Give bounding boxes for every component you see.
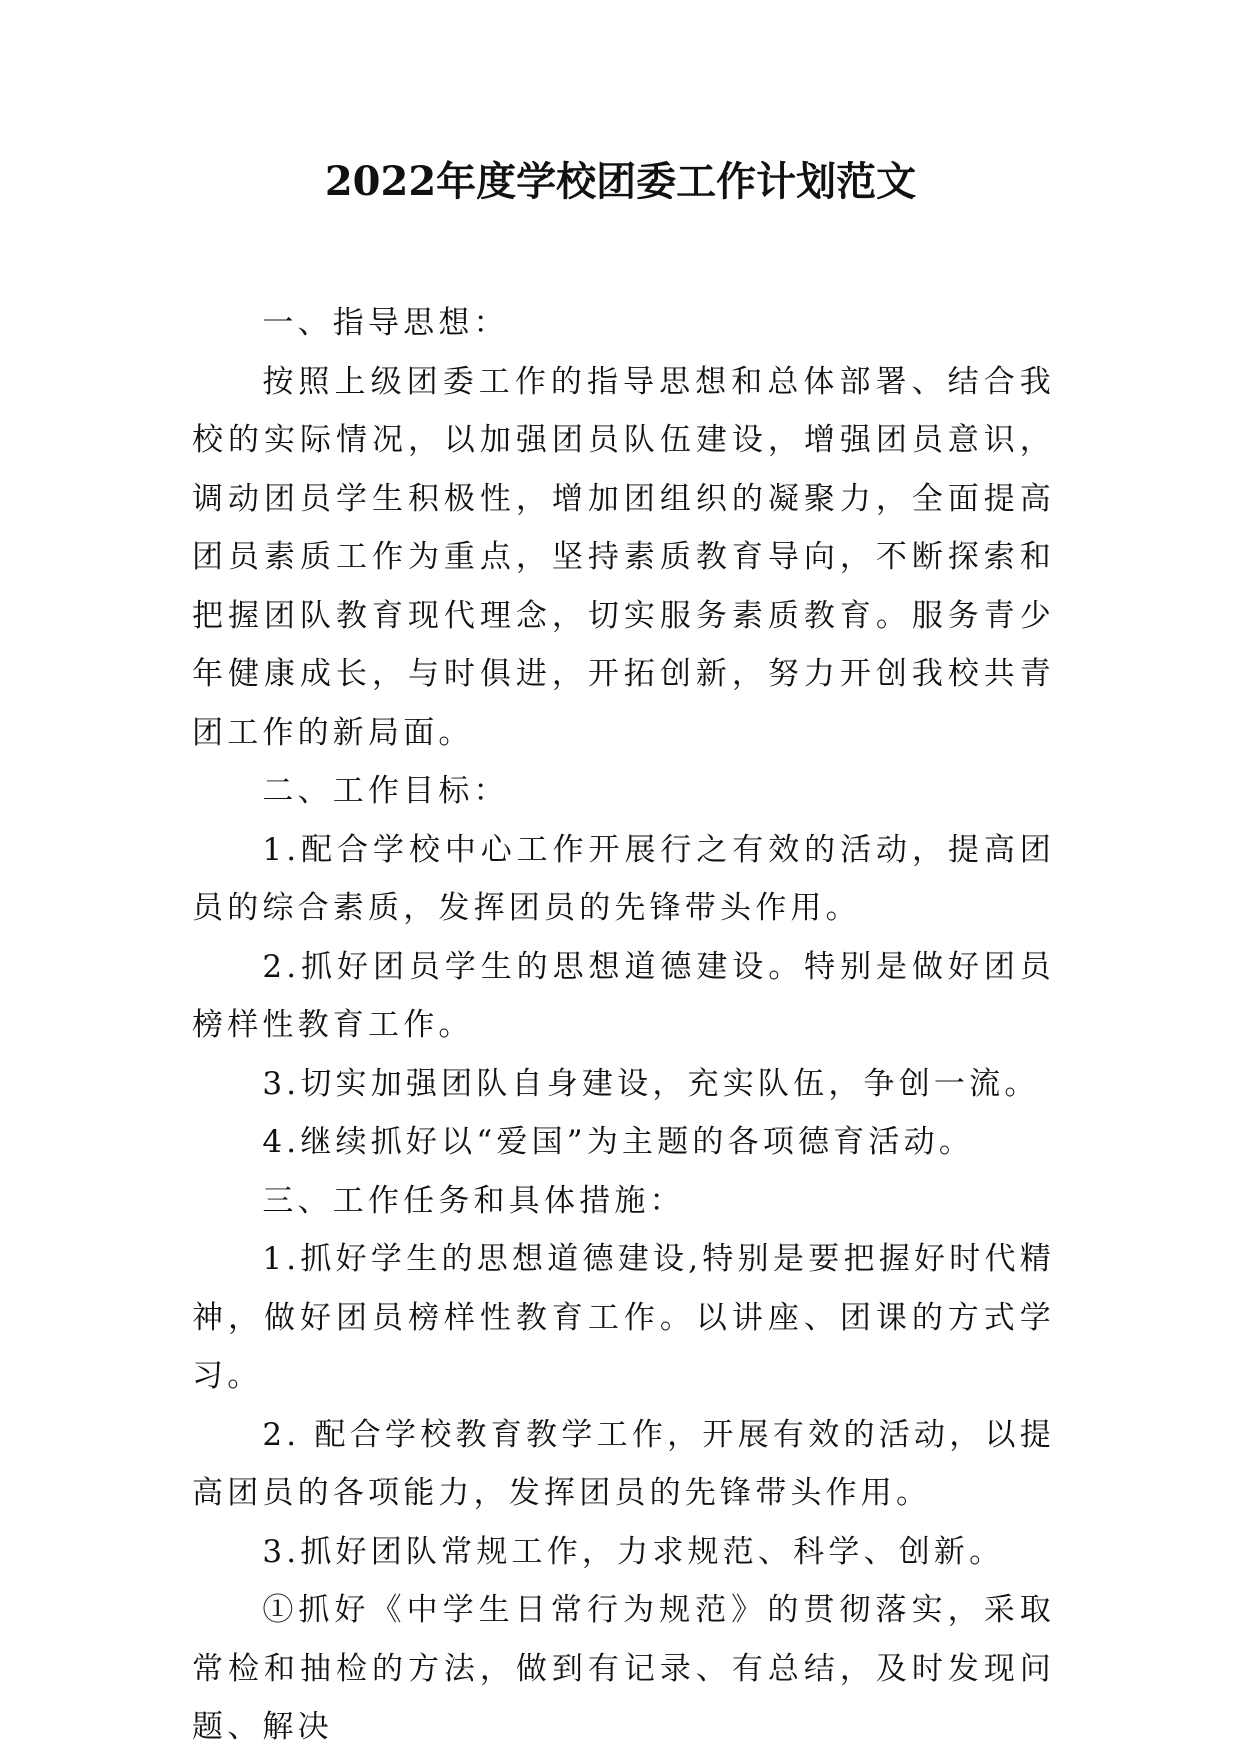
section-heading-tasks-measures: 三、工作任务和具体措施： [262,1182,685,1219]
goal-item-3: 3.切实加强团队自身建设，充实队伍，争创一流。 [262,1065,1040,1102]
document-title: 2022年度学校团委工作计划范文 [324,158,917,205]
section-heading-work-goals: 二、工作目标： [262,773,509,809]
task-item-1: 1.抓好学生的思想道德建设,特别是要把握好时代精神，做好团员榜样性教育工作。以讲座、团课的方式学习。 [192,1241,1055,1394]
task-item-3: 3.抓好团队常规工作，力求规范、科学、创新。 [262,1533,1005,1570]
goal-item-1: 1.配合学校中心工作开展行之有效的活动，提高团员的综合素质，发挥团员的先锋带头作用。 [192,831,1055,926]
paragraph-guiding-ideology: 按照上级团委工作的指导思想和总体部署、结合我校的实际情况，以加强团员队伍建设，增强团员意识，调动团员学生积极性，增加团组织的凝聚力，全面提高团员素质工作为重点，坚持素质教育导向，不断探索和把握团队教育现代理念，切实服务素质教育。服务青少年健康成长，与时俱进，开拓创新，努力开创我校共青团工作的新局面。 [192,363,1055,751]
document-body [192,294,1055,1757]
section-heading-guiding-ideology: 一、指导思想： [262,305,509,341]
goal-item-2: 2.抓好团员学生的思想道德建设。特别是做好团员榜样性教育工作。 [192,948,1055,1043]
goal-item-4: 4.继续抓好以“爱国”为主题的各项德育活动。 [262,1124,975,1160]
task-item-2: 2. 配合学校教育教学工作，开展有效的活动，以提高团员的各项能力，发挥团员的先锋带头作用。 [192,1416,1055,1511]
task-subitem-1: ①抓好《中学生日常行为规范》的贯彻落实，采取常检和抽检的方法，做到有记录、有总结，及时发现问题、解决 [192,1592,1055,1745]
